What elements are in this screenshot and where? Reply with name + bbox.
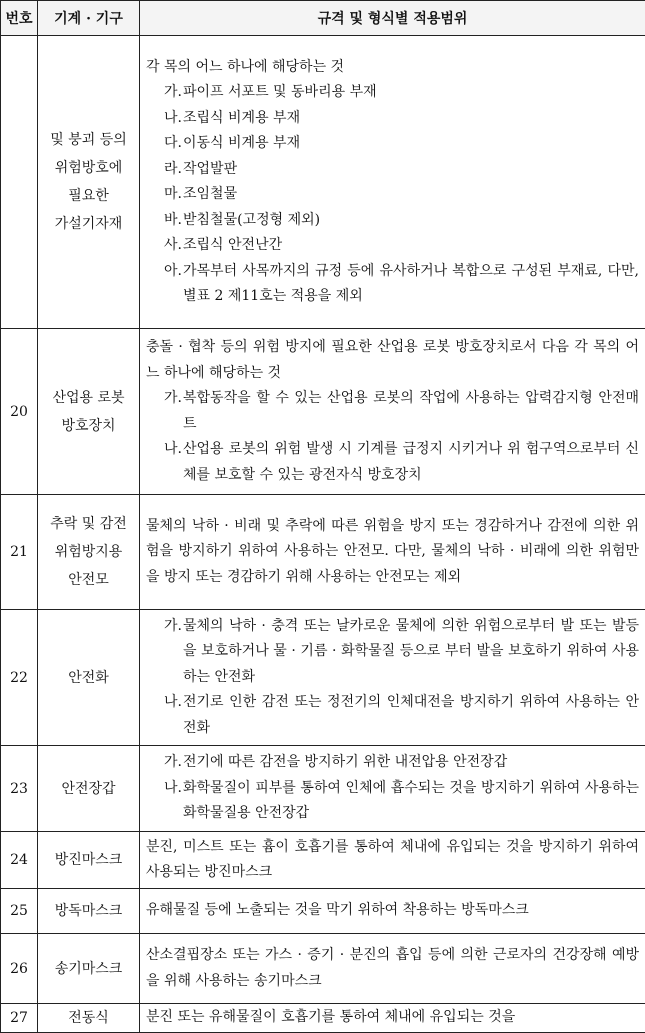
machine-name-line: 방호장치 (40, 412, 137, 440)
spec-item-text: 전기로 인한 감전 또는 정전기의 인체대전을 방지하기 위하여 사용하는 안전화 (183, 694, 639, 736)
machine-name-line: 방독마스크 (40, 897, 137, 925)
spec-item-text: 산업용 로봇의 위험 발생 시 기계를 급정지 시키거나 위 험구역으로부터 신체를 보호할 수 있는 광전자식 방호장치 (183, 441, 639, 483)
spec-item-text: 작업발판 (183, 161, 237, 177)
spec-item (146, 131, 639, 157)
row-number: 25 (1, 889, 38, 934)
spec-item-text: 파이프 서포트 및 동바리용 부재 (183, 84, 377, 100)
row-spec (140, 746, 645, 832)
machine-name-line: 안전화 (40, 664, 137, 692)
spec-intro: 분진, 미스트 또는 흄이 호흡기를 통하여 체내에 유입되는 것을 방지하기 위하여 사용되는 방진마스크 (146, 835, 639, 886)
row-machine-name (38, 36, 140, 329)
table-row (1, 889, 645, 934)
spec-item (146, 614, 639, 691)
spec-intro: 분진 또는 유해물질이 호흡기를 통하여 체내에 유입되는 것을 (146, 1005, 639, 1031)
spec-item-text: 조임철물 (183, 186, 237, 202)
table-row (1, 1004, 645, 1033)
table-row (1, 832, 645, 889)
spec-item-mark: 가. (164, 386, 183, 412)
row-spec (140, 495, 645, 610)
spec-item-text: 복합동작을 할 수 있는 산업용 로봇의 작업에 사용하는 압력감지형 안전매트 (183, 390, 639, 432)
spec-item (146, 386, 639, 437)
row-spec (140, 889, 645, 934)
spec-item (146, 690, 639, 741)
row-spec (140, 610, 645, 746)
table-row (1, 746, 645, 832)
spec-item (146, 233, 639, 259)
machine-name-line: 필요한 (40, 182, 137, 210)
row-number: 20 (1, 329, 38, 495)
machine-name-line: 안전장갑 (40, 775, 137, 803)
row-machine-name (38, 832, 140, 889)
spec-item-mark: 사. (164, 233, 183, 259)
row-machine-name (38, 495, 140, 610)
spec-item-text: 물체의 낙하 · 충격 또는 날카로운 물체에 의한 위험으로부터 발 또는 발등을 보호하거나 물 · 기름 · 화학물질 등으로 부터 발을 보호하기 위하여 사용하는 안전화 (183, 618, 639, 685)
row-machine-name (38, 1004, 140, 1033)
row-spec (140, 1004, 645, 1033)
machine-name-line: 위험방호에 (40, 154, 137, 182)
spec-item-text: 화학물질이 피부를 통하여 인체에 흡수되는 것을 방지하기 위하여 사용하는 화학물질용 안전장갑 (183, 780, 639, 822)
machine-name-line: 위험방지용 (40, 538, 137, 566)
spec-item-mark: 다. (164, 131, 183, 157)
table-row (1, 329, 645, 495)
row-machine-name (38, 329, 140, 495)
table-row (1, 610, 645, 746)
row-number (1, 36, 38, 329)
spec-item-mark: 나. (164, 437, 183, 463)
spec-item-text: 전기에 따른 감전을 방지하기 위한 내전압용 안전장갑 (183, 754, 507, 770)
row-spec (140, 934, 645, 1004)
spec-item-mark: 바. (164, 208, 183, 234)
spec-item (146, 80, 639, 106)
spec-item-text: 가목부터 사목까지의 규정 등에 유사하거나 복합으로 구성된 부재료, 다만, 별표 2 제11호는 적용을 제외 (183, 263, 639, 305)
spec-item (146, 157, 639, 183)
spec-item-mark: 라. (164, 157, 183, 183)
header-spec: 규격 및 형식별 적용범위 (140, 1, 645, 36)
row-spec (140, 329, 645, 495)
spec-intro: 물체의 낙하 · 비래 및 추락에 따른 위험을 방지 또는 경감하거나 감전에 의한 위험을 방지하기 위하여 사용하는 안전모. 다만, 물체의 낙하 · 비래에 의한 위험만을 방지 또는 경감하기 위해 사용하는 안전모는 제외 (146, 514, 639, 591)
spec-item-mark: 마. (164, 182, 183, 208)
row-machine-name (38, 889, 140, 934)
spec-item (146, 776, 639, 827)
row-machine-name (38, 610, 140, 746)
header-number: 번호 (1, 1, 38, 36)
spec-item-mark: 가. (164, 614, 183, 640)
header-machine: 기계 · 기구 (38, 1, 140, 36)
row-number: 21 (1, 495, 38, 610)
row-number: 27 (1, 1004, 38, 1033)
row-number: 22 (1, 610, 38, 746)
spec-intro: 산소결핍장소 또는 가스 · 증기 · 분진의 흡입 등에 의한 근로자의 건강장해 예방을 위해 사용하는 송기마스크 (146, 943, 639, 994)
row-spec (140, 832, 645, 889)
row-machine-name (38, 934, 140, 1004)
spec-item-text: 조립식 안전난간 (183, 237, 282, 253)
spec-item-mark: 나. (164, 106, 183, 132)
spec-item (146, 437, 639, 488)
table-header-row (1, 1, 645, 36)
machine-name-line: 송기마스크 (40, 955, 137, 983)
table-row (1, 36, 645, 329)
spec-item-mark: 가. (164, 750, 183, 776)
table-row (1, 495, 645, 610)
machine-name-line: 안전모 (40, 566, 137, 594)
spec-item (146, 182, 639, 208)
spec-item-mark: 가. (164, 80, 183, 106)
spec-item-mark: 나. (164, 690, 183, 716)
machine-name-line: 가설기자재 (40, 210, 137, 238)
spec-intro: 충돌 · 협착 등의 위험 방지에 필요한 산업용 로봇 방호장치로서 다음 각 목의 어느 하나에 해당하는 것 (146, 335, 639, 386)
spec-item (146, 750, 639, 776)
spec-intro: 유해물질 등에 노출되는 것을 막기 위하여 착용하는 방독마스크 (146, 898, 639, 924)
spec-item (146, 106, 639, 132)
machine-name-line: 및 붕괴 등의 (40, 126, 137, 154)
row-number: 24 (1, 832, 38, 889)
spec-intro: 각 목의 어느 하나에 해당하는 것 (146, 55, 639, 81)
machine-name-line: 전동식 (40, 1004, 137, 1032)
machine-name-line: 추락 및 감전 (40, 510, 137, 538)
spec-item (146, 208, 639, 234)
machine-name-line: 방진마스크 (40, 846, 137, 874)
spec-item-text: 받침철물(고정형 제외) (183, 212, 320, 228)
row-machine-name (38, 746, 140, 832)
spec-item-mark: 나. (164, 776, 183, 802)
row-number: 26 (1, 934, 38, 1004)
row-spec (140, 36, 645, 329)
spec-item-text: 이동식 비계용 부재 (183, 135, 300, 151)
spec-item (146, 259, 639, 310)
row-number: 23 (1, 746, 38, 832)
spec-item-mark: 아. (164, 259, 183, 285)
machine-name-line: 산업용 로봇 (40, 384, 137, 412)
spec-item-text: 조립식 비계용 부재 (183, 110, 300, 126)
table-row (1, 934, 645, 1004)
